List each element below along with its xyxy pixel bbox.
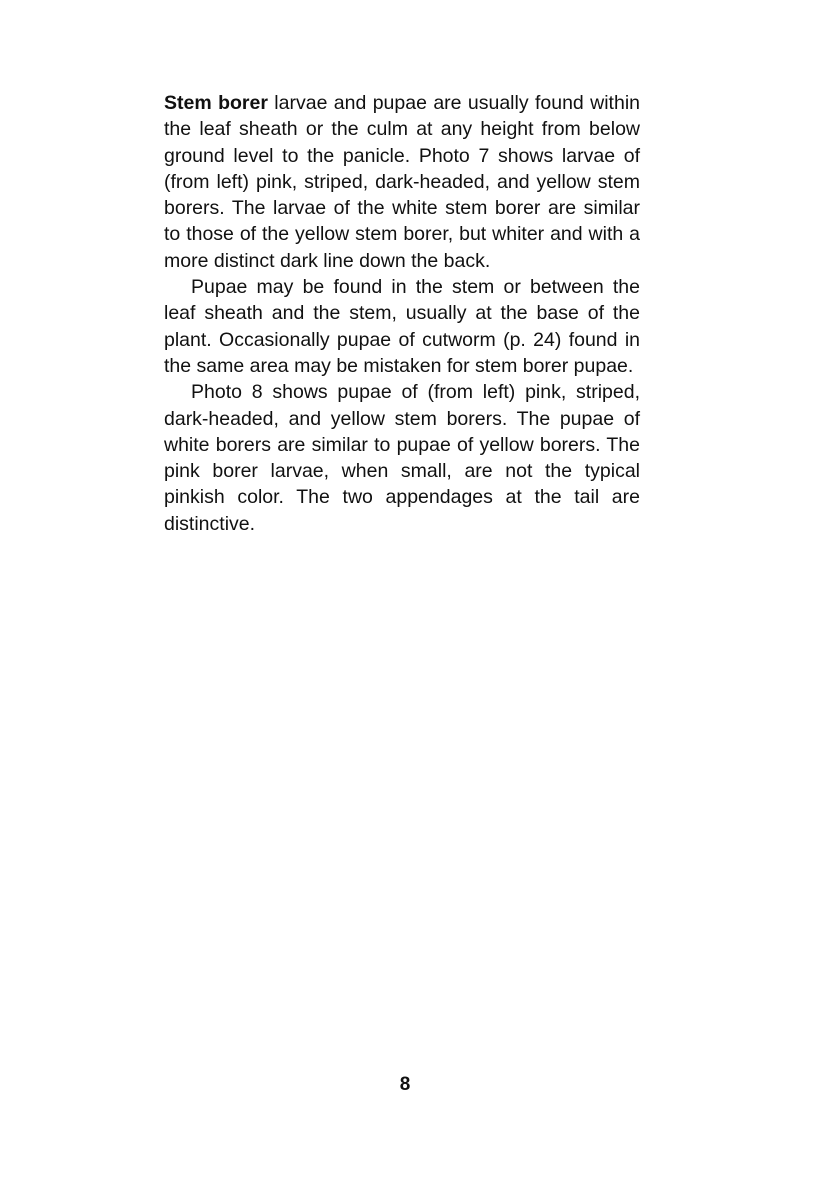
paragraph-photo-8: Photo 8 shows pupae of (from left) pink, striped, dark-headed, and yellow stem borers. The pupae of white borers are similar to pupae of yellow borers. The pink borer larvae, when small, are not the typical pinkish color. The two appendages at the tail are distinctive. — [164, 381, 640, 535]
page-number: 8 — [399, 1074, 411, 1095]
paragraph-pupae-location: Pupae may be found in the stem or between the leaf sheath and the stem, usually at the base of the plant. Occasionally pupae of cutworm (p. 24) found in the same area may be mistaken for stem borer pupae. — [164, 276, 640, 377]
lead-term: Stem borer — [164, 92, 268, 114]
paragraph-text: larvae and pupae are usually found within the leaf sheath or the culm at any height from below ground level to the panicle. Photo 7 shows larvae of (from left) pink, striped, dark-headed, and yellow stem borers. The larvae of the white stem borer are similar to those of the yellow stem borer, but whiter and with a more distinct dark line down the back. — [164, 92, 640, 272]
paragraph-stem-borer-intro — [164, 90, 640, 274]
body-text — [164, 90, 640, 537]
